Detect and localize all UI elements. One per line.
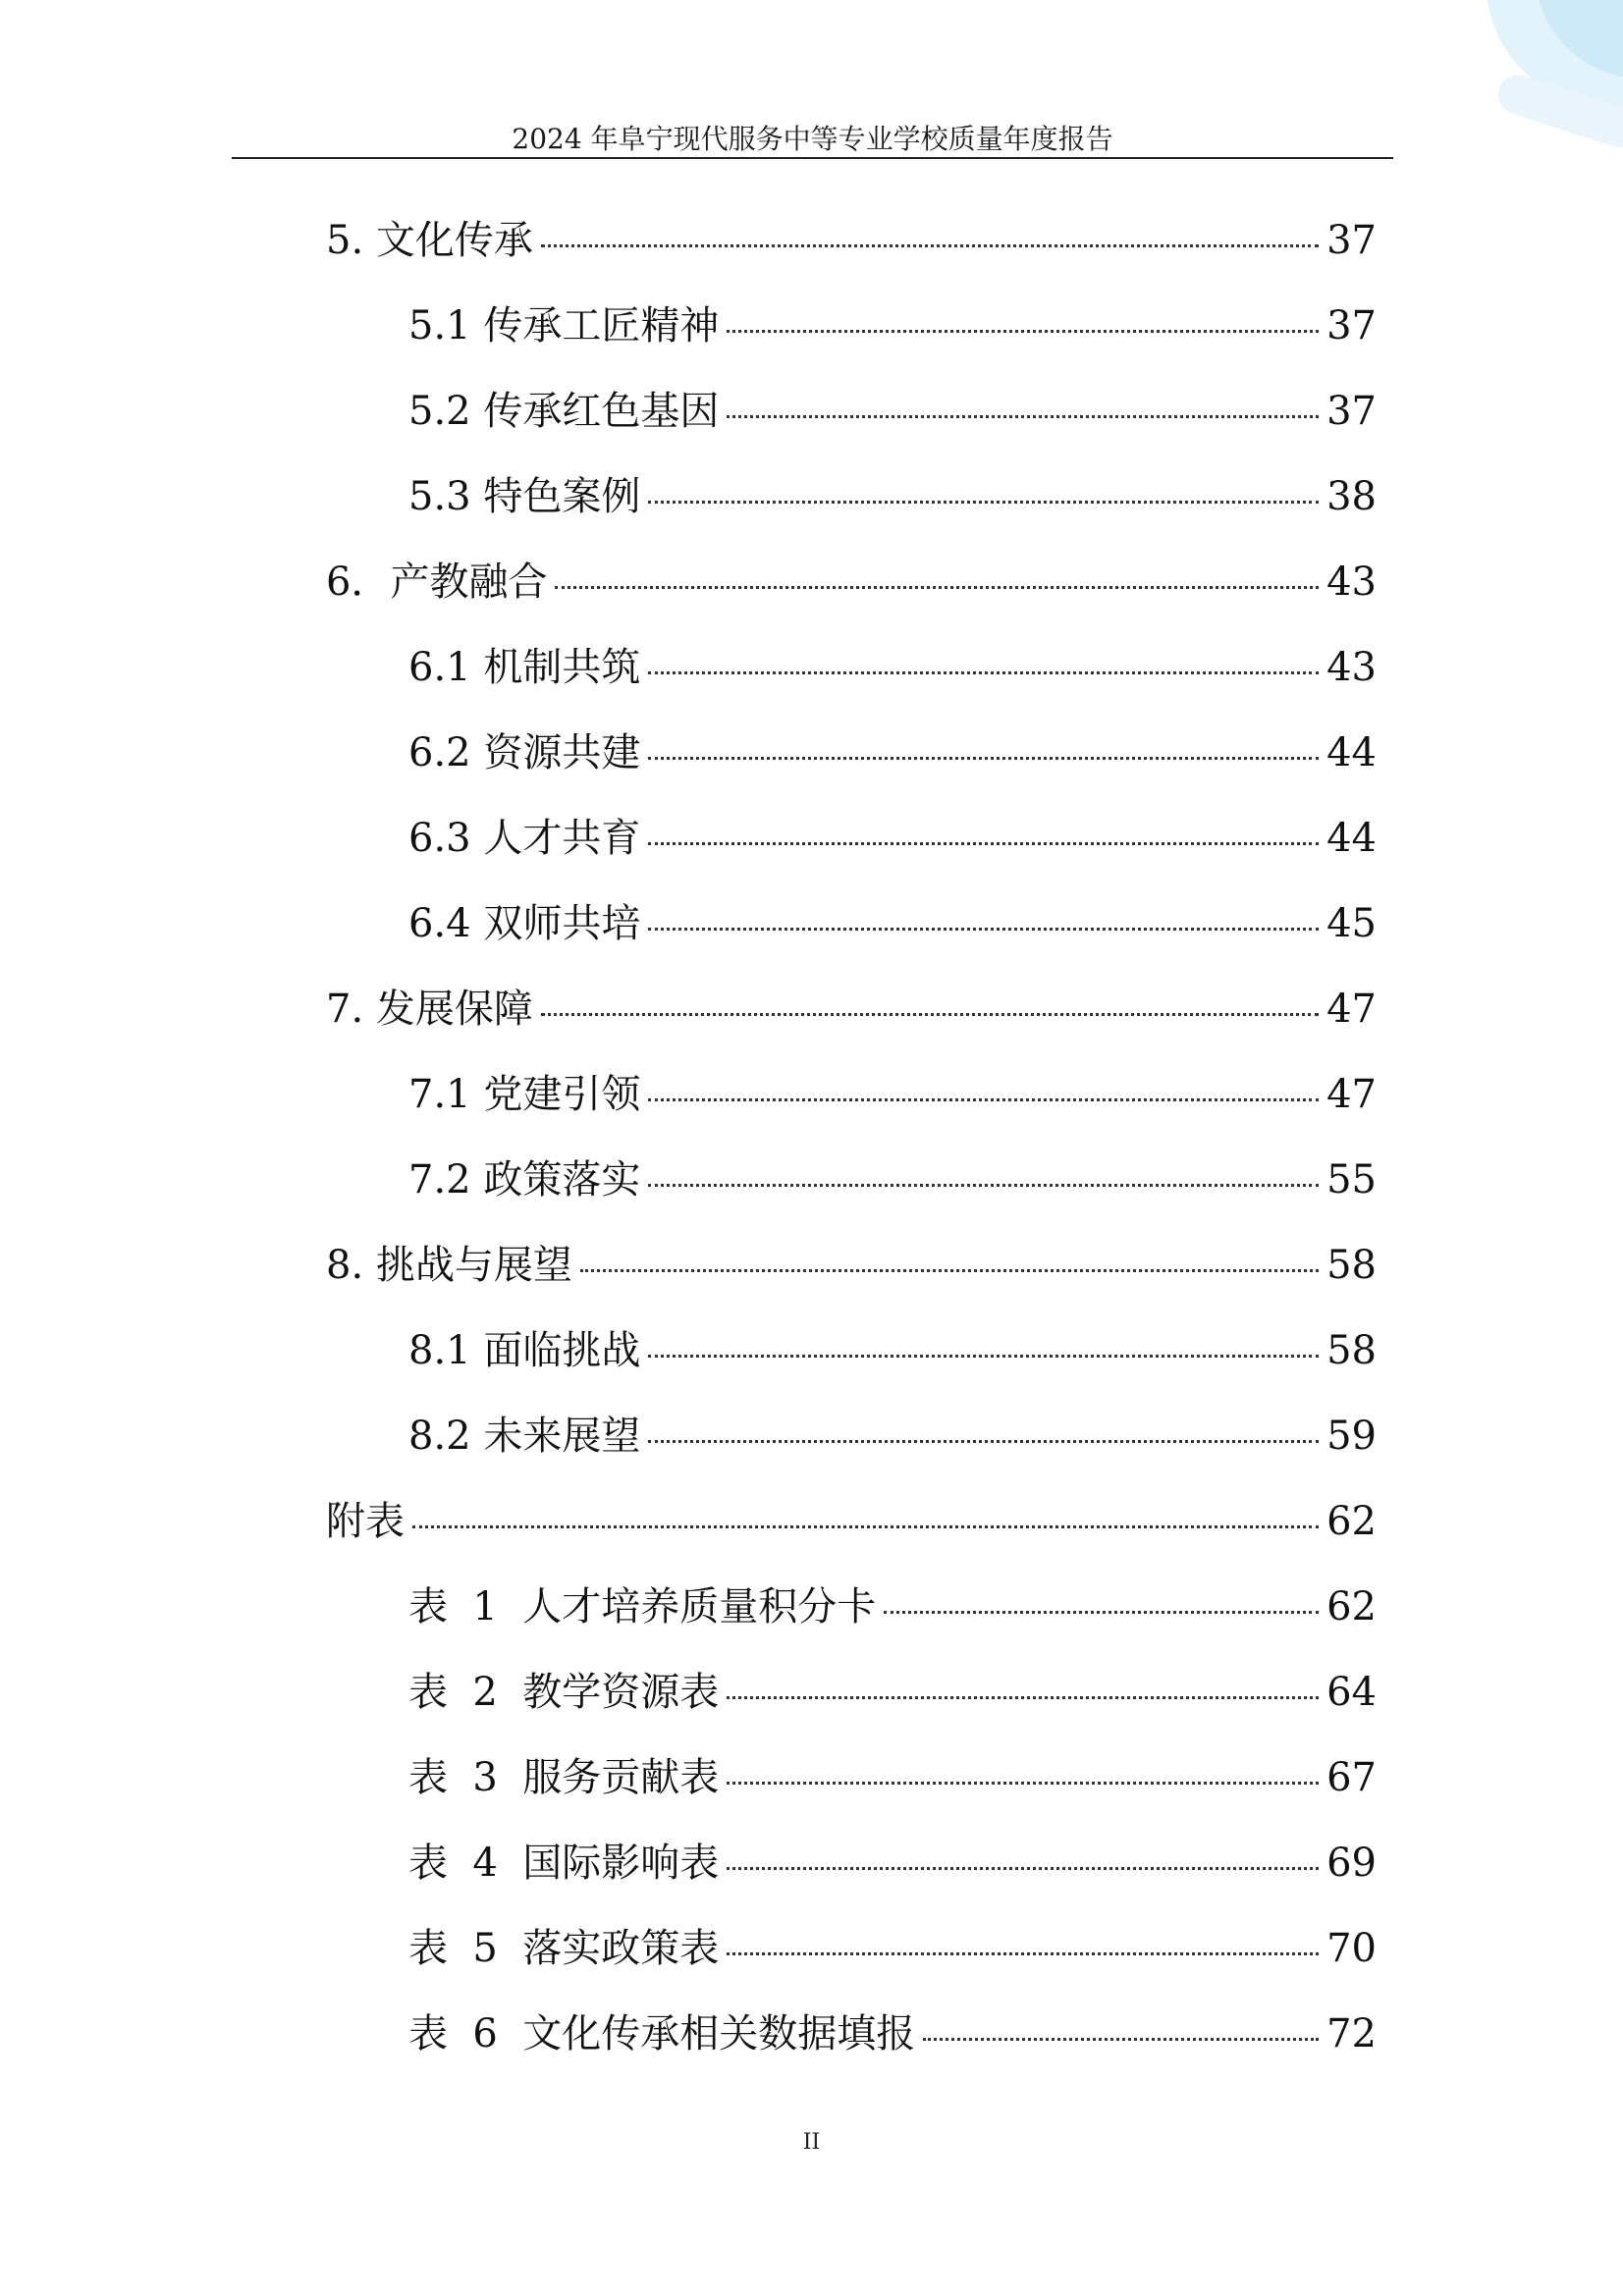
toc-entry-title: 附表 — [326, 1499, 405, 1544]
toc-entry-title: 5.2 传承红色基因 — [408, 389, 720, 434]
toc-entry[interactable] — [326, 548, 1377, 633]
toc-dot-leader — [727, 1782, 1319, 1785]
toc-dot-leader — [580, 1269, 1319, 1272]
toc-entry[interactable] — [326, 1573, 1377, 1658]
toc-entry-title: 7. 发展保障 — [326, 987, 533, 1032]
toc-entry[interactable] — [326, 1487, 1377, 1573]
toc-dot-leader — [727, 1867, 1319, 1870]
toc-dot-leader — [923, 2038, 1319, 2041]
toc-entry[interactable] — [326, 206, 1377, 292]
toc-entry-title: 表 4 国际影响表 — [408, 1841, 720, 1886]
toc-entry-title: 表 3 服务贡献表 — [408, 1755, 720, 1800]
toc-entry[interactable] — [326, 1316, 1377, 1402]
toc-entry[interactable] — [326, 975, 1377, 1060]
toc-entry-page: 58 — [1326, 1243, 1377, 1288]
toc-entry-title: 8. 挑战与展望 — [326, 1243, 572, 1288]
toc-entry[interactable] — [326, 804, 1377, 889]
table-of-contents — [326, 206, 1377, 2085]
toc-entry-title: 5.3 特色案例 — [408, 474, 641, 519]
toc-entry-page: 62 — [1326, 1584, 1377, 1629]
toc-entry-page: 72 — [1326, 2011, 1377, 2056]
toc-entry-page: 55 — [1326, 1157, 1377, 1202]
toc-entry-page: 44 — [1326, 816, 1377, 861]
toc-entry[interactable] — [326, 1060, 1377, 1146]
running-header: 2024 年阜宁现代服务中等专业学校质量年度报告 — [512, 123, 1113, 155]
toc-dot-leader — [541, 244, 1319, 247]
toc-entry-page: 64 — [1326, 1670, 1377, 1715]
toc-dot-leader — [648, 1184, 1319, 1187]
toc-dot-leader — [412, 1525, 1319, 1528]
toc-entry[interactable] — [326, 633, 1377, 719]
header-rule — [232, 157, 1393, 159]
toc-entry-title: 6.4 双师共培 — [408, 901, 641, 946]
toc-dot-leader — [727, 1696, 1319, 1699]
toc-entry-title: 表 6 文化传承相关数据填报 — [408, 2011, 916, 2056]
toc-dot-leader — [648, 757, 1319, 760]
toc-entry-page: 69 — [1326, 1841, 1377, 1886]
toc-entry-page: 59 — [1326, 1414, 1377, 1459]
toc-entry-title: 5. 文化传承 — [326, 218, 533, 263]
toc-dot-leader — [727, 415, 1319, 418]
toc-dot-leader — [555, 586, 1319, 589]
toc-entry-page: 37 — [1326, 389, 1377, 434]
toc-entry[interactable] — [326, 1231, 1377, 1316]
toc-dot-leader — [541, 1013, 1319, 1016]
toc-entry-page: 47 — [1326, 1072, 1377, 1117]
toc-entry[interactable] — [326, 1402, 1377, 1487]
toc-entry-page: 70 — [1326, 1926, 1377, 1971]
toc-entry-page: 44 — [1326, 730, 1377, 775]
toc-entry-page: 37 — [1326, 218, 1377, 263]
toc-entry-page: 45 — [1326, 901, 1377, 946]
toc-entry-title: 6.2 资源共建 — [408, 730, 641, 775]
toc-entry-page: 43 — [1326, 560, 1377, 605]
toc-entry-title: 6.1 机制共筑 — [408, 645, 641, 690]
toc-entry[interactable] — [326, 1658, 1377, 1743]
toc-entry[interactable] — [326, 377, 1377, 462]
toc-entry-title: 6．产教融合 — [326, 560, 548, 605]
toc-dot-leader — [884, 1611, 1319, 1614]
toc-entry-page: 38 — [1326, 474, 1377, 519]
toc-entry-title: 表 5 落实政策表 — [408, 1926, 720, 1971]
corner-decoration — [1486, 0, 1623, 147]
toc-dot-leader — [648, 1355, 1319, 1358]
toc-entry-title: 5.1 传承工匠精神 — [408, 303, 720, 348]
toc-entry-title: 7.1 党建引领 — [408, 1072, 641, 1117]
toc-entry[interactable] — [326, 1146, 1377, 1231]
toc-entry-page: 67 — [1326, 1755, 1377, 1800]
toc-entry-page: 58 — [1326, 1328, 1377, 1373]
toc-entry[interactable] — [326, 462, 1377, 548]
toc-dot-leader — [727, 1952, 1319, 1955]
toc-entry-title: 6.3 人才共育 — [408, 816, 641, 861]
toc-entry-page: 62 — [1326, 1499, 1377, 1544]
toc-dot-leader — [648, 1440, 1319, 1443]
toc-entry-title: 8.1 面临挑战 — [408, 1328, 641, 1373]
toc-entry[interactable] — [326, 292, 1377, 377]
toc-dot-leader — [648, 671, 1319, 674]
toc-dot-leader — [648, 1098, 1319, 1101]
toc-entry-title: 8.2 未来展望 — [408, 1414, 641, 1459]
toc-entry[interactable] — [326, 889, 1377, 975]
toc-entry-title: 7.2 政策落实 — [408, 1157, 641, 1202]
page-number: II — [802, 2130, 821, 2155]
toc-entry-page: 47 — [1326, 987, 1377, 1032]
toc-entry-title: 表 2 教学资源表 — [408, 1670, 720, 1715]
toc-entry[interactable] — [326, 1914, 1377, 2000]
toc-entry-page: 37 — [1326, 303, 1377, 348]
toc-dot-leader — [648, 842, 1319, 845]
toc-entry[interactable] — [326, 719, 1377, 804]
toc-dot-leader — [648, 501, 1319, 504]
toc-entry-page: 43 — [1326, 645, 1377, 690]
toc-dot-leader — [648, 928, 1319, 931]
toc-entry[interactable] — [326, 1829, 1377, 1914]
toc-entry-title: 表 1 人才培养质量积分卡 — [408, 1584, 877, 1629]
toc-entry[interactable] — [326, 2000, 1377, 2085]
toc-entry[interactable] — [326, 1743, 1377, 1829]
toc-dot-leader — [727, 330, 1319, 333]
